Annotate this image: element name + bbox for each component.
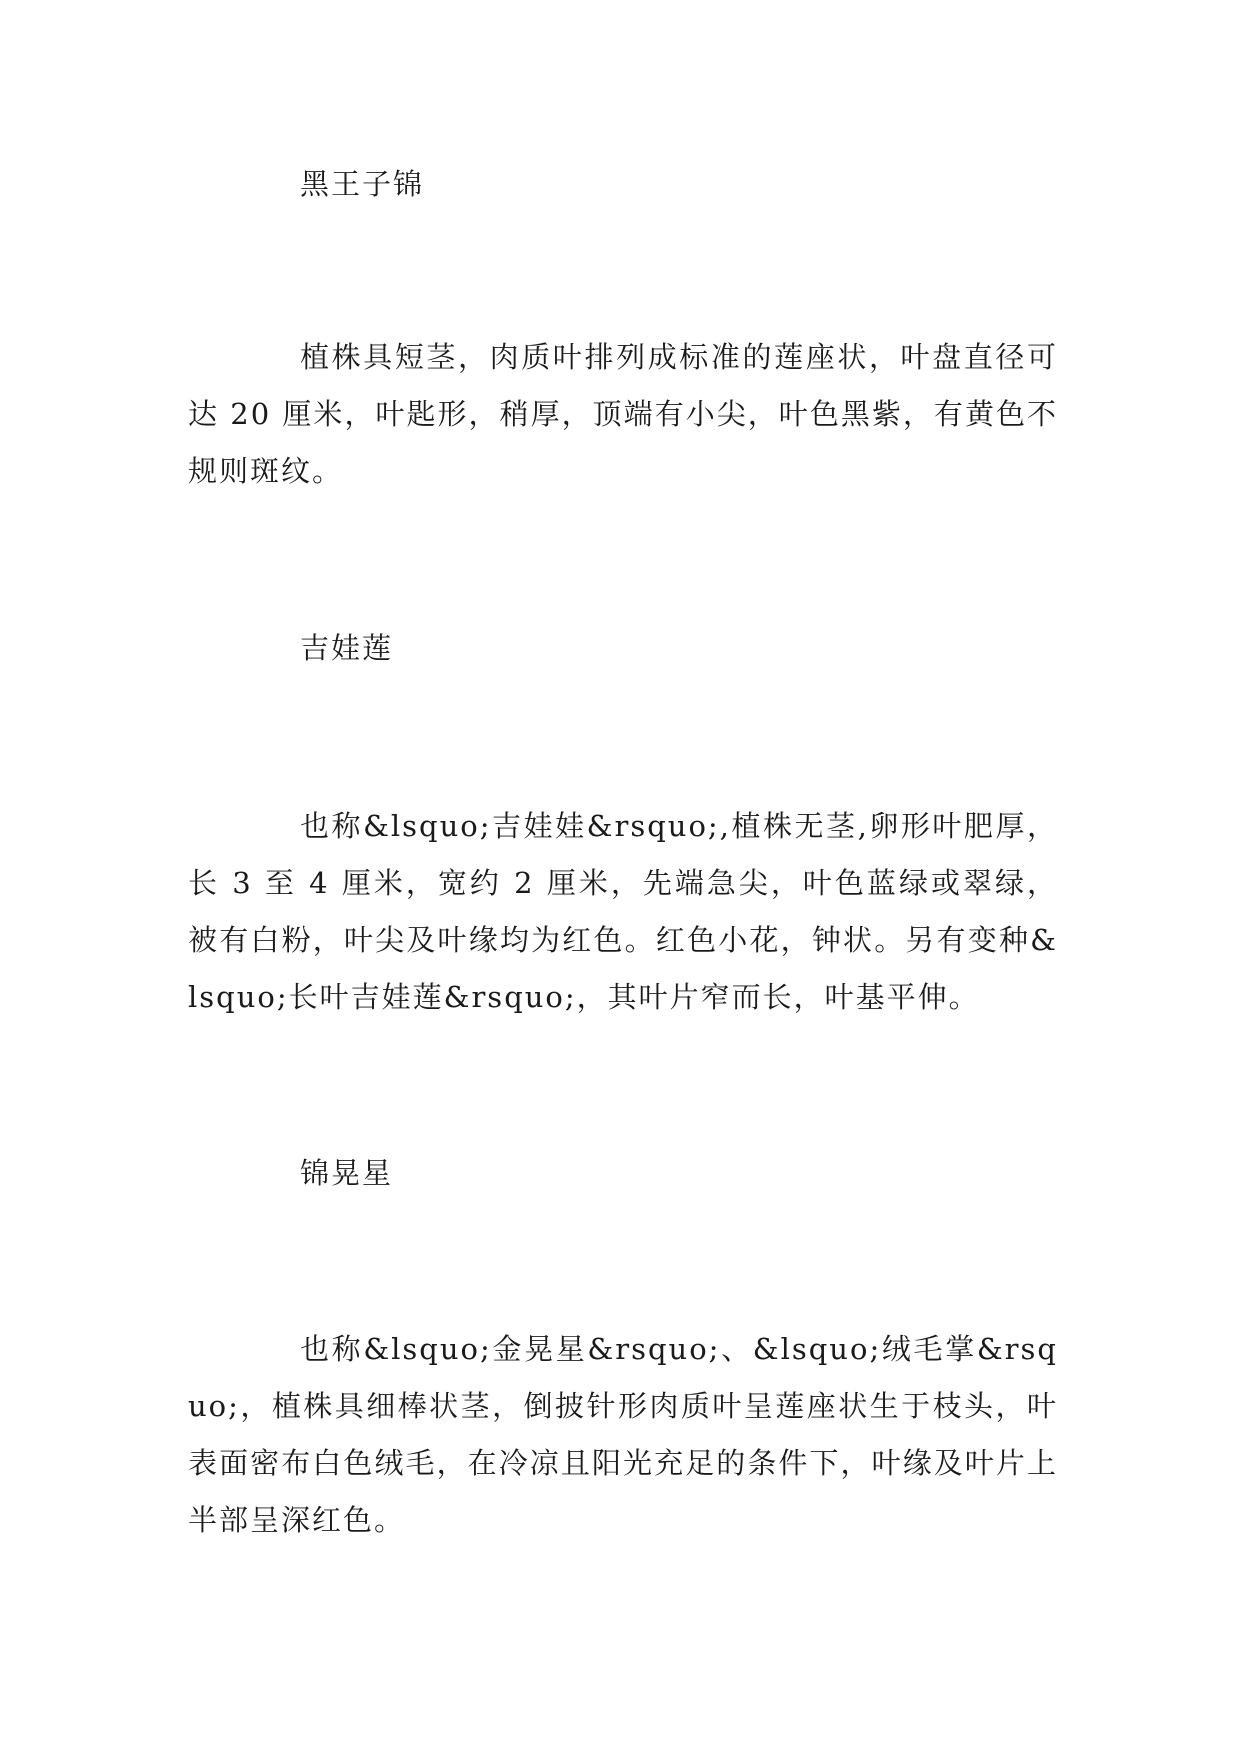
section-heading-hei-wang-zi-jin: 黑王子锦 (300, 167, 425, 201)
section-heading-ji-wa-lian: 吉娃莲 (300, 631, 394, 665)
section-body-ji-wa-lian: 也称&lsquo;吉娃娃&rsquo;,植株无茎,卵形叶肥厚，长 3 至 4 厘米，宽约 2 厘米，先端急尖，叶色蓝绿或翠绿，被有白粉，叶尖及叶缘均为红色。红色小花，钟状。另有变种&lsquo;长叶吉娃莲&rsquo;，其叶片窄而长，叶基平伸。 (188, 809, 1058, 1014)
section-body-hei-wang-zi-jin: 植株具短茎，肉质叶排列成标准的莲座状，叶盘直径可达 20 厘米，叶匙形，稍厚，顶端有小尖，叶色黑紫，有黄色不规则斑纹。 (188, 340, 1058, 488)
section-heading-jin-huang-xing: 锦晃星 (300, 1156, 394, 1190)
section-body-jin-huang-xing: 也称&lsquo;金晃星&rsquo;、&lsquo;绒毛掌&rsquo;，植株具细棒状茎，倒披针形肉质叶呈莲座状生于枝头，叶表面密布白色绒毛，在冷凉且阳光充足的条件下，叶缘及叶片上半部呈深红色。 (188, 1332, 1058, 1537)
